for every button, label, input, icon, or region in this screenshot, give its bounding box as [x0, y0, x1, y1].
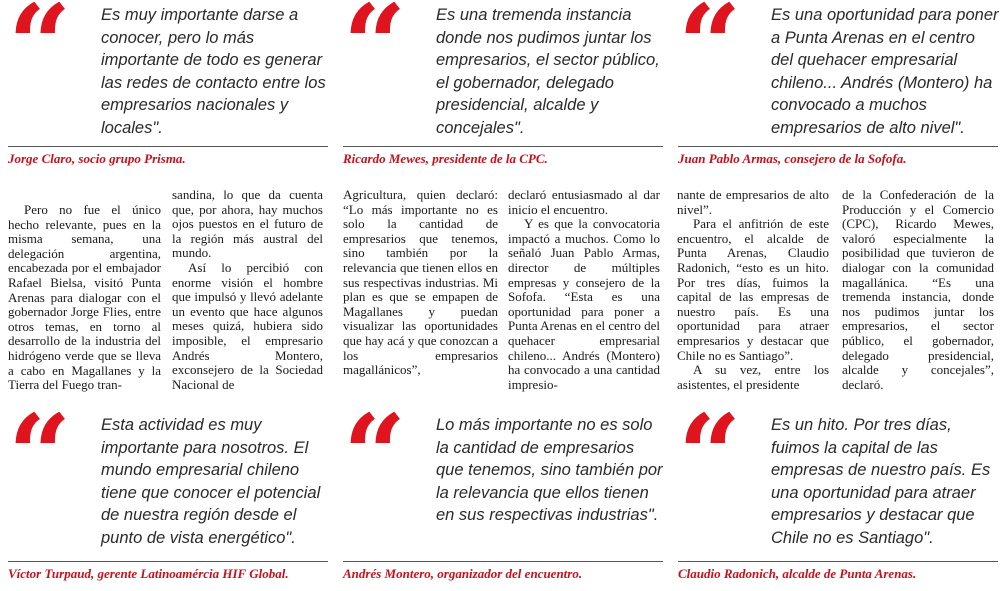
quote-divider [8, 146, 328, 147]
quote-divider [8, 561, 328, 562]
quote-text: Esta actividad es muy importante para nosotros. El mundo empresarial chileno tiene que conocer el potencial de nuestra región desde el punto de vista energético". [101, 416, 321, 547]
quotation-mark-icon: “ [8, 390, 72, 519]
article-paragraph: Pero no fue el único hecho relevante, pues en la misma semana, una delegación argentina, encabezada por el embajador Rafael Bielsa, visitó Punta Arenas para dialogar con el gobernador Jorge Flies, entre otros temas, en torno al desarrollo de la industria del hidrógeno verde que se lleva a cabo en Magallanes y la Tierra del Fuego tran- [8, 202, 161, 393]
quotation-mark-icon: “ [343, 0, 407, 109]
quote-text: Es una oportunidad para poner a Punta Arenas en el centro del quehacer empresarial chileno... Andrés (Montero) ha convocado a muchos empresarios de alto nivel". [771, 6, 999, 137]
article-paragraph: nante de empresarios de alto nivel”. [677, 187, 829, 217]
quote-author: Ricardo Mewes, presidente de la CPC. [343, 151, 548, 166]
quote-divider [343, 146, 663, 147]
quotation-mark-icon: “ [678, 390, 742, 519]
article-column-5 [677, 188, 829, 392]
quote-text: Lo más importante no es solo la cantidad de empresarios que tenemos, sino también por la relevancia que ellos tienen en sus respectivas industrias". [436, 416, 663, 524]
quote-author: Claudio Radonich, alcalde de Punta Arenas. [678, 566, 917, 581]
quotation-mark-icon: “ [343, 390, 407, 519]
article-column-3 [343, 188, 498, 378]
quote-divider [678, 561, 998, 562]
quote-text: Es un hito. Por tres días, fuimos la capital de las empresas de nuestro país. Es una oportunidad para atraer empresarios y destacar que Chile no es Santiago". [771, 416, 991, 547]
article-paragraph: Y es que la convocatoria impactó a muchos. Como lo señaló Juan Pablo Armas, director de múltiples empresas y consejero de la Sofofa. “Esta es una oportunidad para poner a Punta Arenas en el centro del quehacer empresarial chileno... Andrés (Montero) ha convocado a una cantidad impresio- [508, 216, 660, 392]
quote-author: Jorge Claro, socio grupo Prisma. [8, 151, 186, 166]
article-paragraph: de la Confederación de la Producción y el Comercio (CPC), Ricardo Mewes, valoró especialmente la posibilidad que tuvieron de dialogar con la comunidad magallánica. “Es una tremenda instancia, donde nos pudimos juntar los empresarios, el sector público, el gobernador, delegado presidencial, alcalde y concejales”, declaró. [842, 187, 994, 392]
article-paragraph: Para el anfitrión de este encuentro, el alcalde de Punta Arenas, Claudio Radonich, “esto es un hito. Por tres días, fuimos la capital de las empresas de nuestro país. Es una oportunidad para atraer empresarios y destacar que Chile no es Santiago”. [677, 216, 829, 363]
quote-divider [343, 561, 663, 562]
quote-text: Es una tremenda instancia donde nos pudimos juntar los empresarios, el sector público, el gobernador, delegado presidencial, alcalde y concejales". [436, 6, 660, 137]
article-paragraph: Agricultura, quien declaró: “Lo más importante no es solo la cantidad de empresarios que tenemos, sino también por la relevancia que tienen ellos en sus respectivas industrias. Mi plan es que se empapen de Magallanes y puedan visualizar las oportunidades que hay acá y que conozcan a los empresarios magallánicos”, [343, 187, 498, 378]
article-paragraph: Así lo percibió con enorme visión el hombre que impulsó y llevó adelante un evento que hace algunos meses quizá, hubiera sido imposible, el empresario Andrés Montero, exconsejero de la Sociedad Nacional de [172, 259, 323, 392]
article-paragraph: sandina, lo que da cuenta que, por ahora, hay muchos ojos puestos en el futuro de la región más austral del mundo. [172, 187, 323, 261]
article-column-2 [172, 188, 323, 392]
quote-divider [678, 146, 998, 147]
article-column-4 [508, 188, 660, 392]
quote-text: Es muy importante darse a conocer, pero lo más importante de todo es generar las redes de contacto entre los empresarios nacionales y locales". [101, 6, 326, 137]
quotation-mark-icon: “ [8, 0, 72, 109]
article-column-6 [842, 188, 994, 392]
quote-author: Juan Pablo Armas, consejero de la Sofofa. [678, 151, 907, 166]
article-paragraph: A su vez, entre los asistentes, el presidente [677, 362, 829, 392]
quotation-mark-icon: “ [678, 0, 742, 109]
article-column-1 [8, 203, 161, 393]
article-paragraph: declaró entusiasmado al dar inicio el encuentro. [508, 187, 660, 217]
quote-author: Víctor Turpaud, gerente Latinoamércia HIF Global. [8, 566, 289, 581]
quote-author: Andrés Montero, organizador del encuentro. [343, 566, 583, 581]
